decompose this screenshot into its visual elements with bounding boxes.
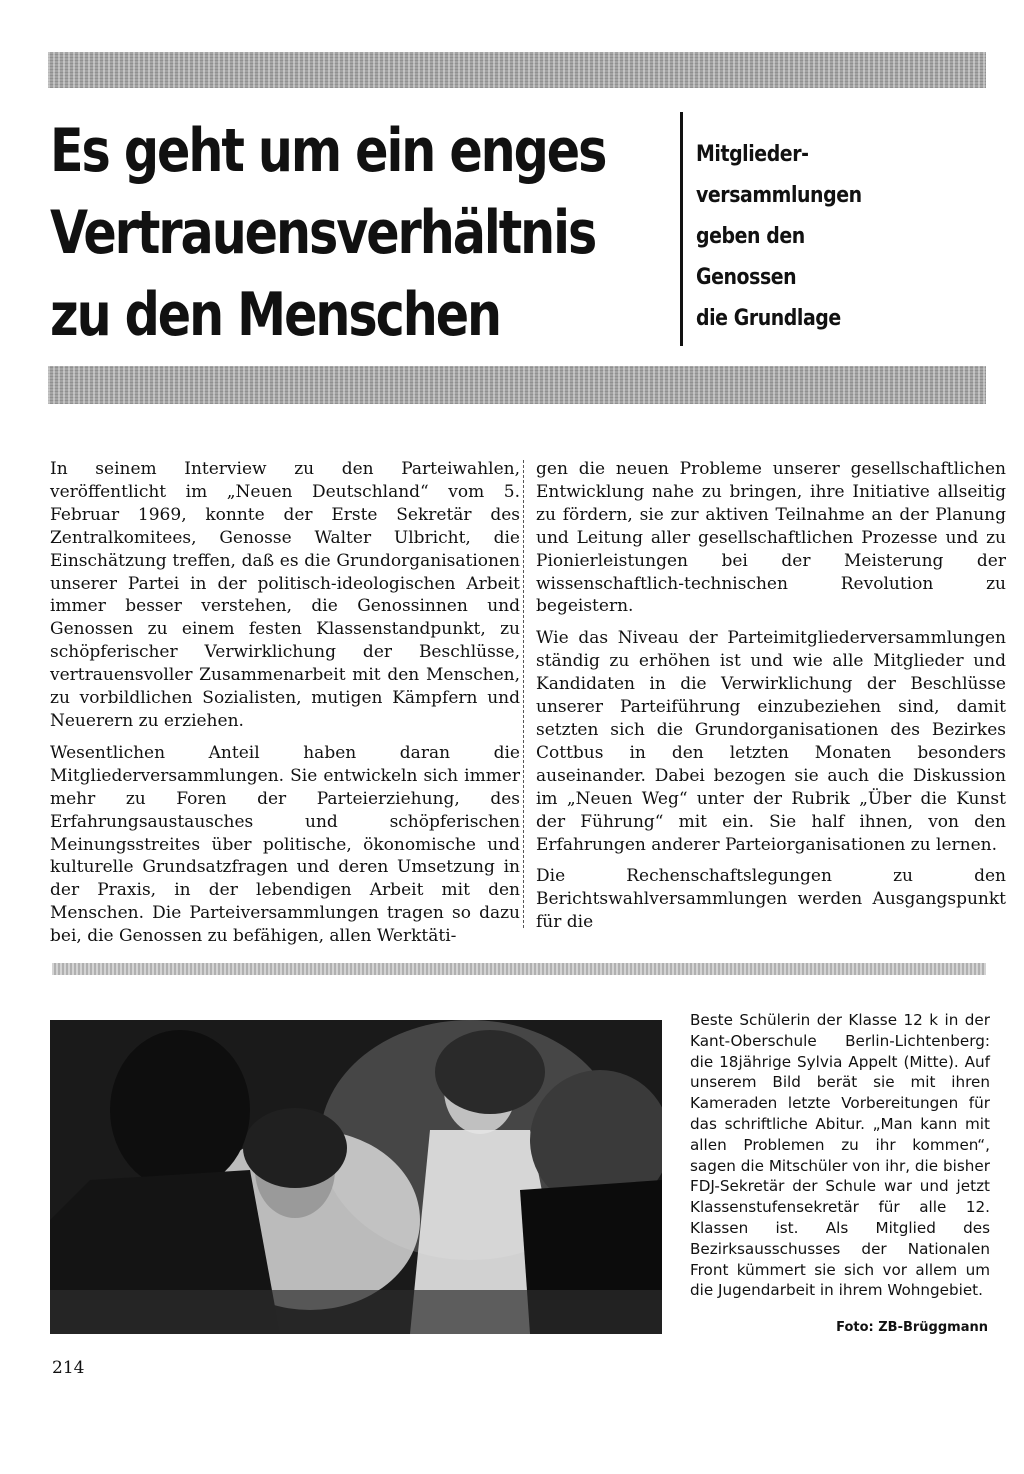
column-divider (523, 460, 524, 928)
page-number: 214 (52, 1358, 85, 1378)
article-paragraph: Wesentlichen Anteil haben daran die Mitgliederversammlungen. Sie entwickeln sich immer mehr zu Foren der Parteierziehung, des Erfahrungsaustausches und schöpferischen Meinungsstreites über politische, ökonomische und kulturelle Grundsatzfragen und deren Umsetzung in der Praxis, in der lebendigen Arbeit mit den Menschen. Die Parteiversammlungen tragen so dazu bei, die Genossen zu befähigen, allen Werktäti- (50, 742, 520, 947)
headline-line-1: Es geht um ein enges (50, 116, 606, 186)
subheadline-line-5: die Grundlage (696, 306, 841, 331)
headline-divider (680, 112, 683, 346)
article-paragraph: In seinem Interview zu den Parteiwahlen, veröffentlicht im „Neuen Deutschland“ vom 5. Februar 1969, konnte der Erste Sekretär des Zentralkomitees, Genosse Walter Ulbricht, die Einschätzung treffen, daß es die Grundorganisationen unserer Partei in der politisch-ideologischen Arbeit immer besser verstehen, die Genossinnen und Genossen zu einem festen Klassenstandpunkt, zu schöpferischer Verwirklichung der Beschlüsse, vertrauensvoller Zusammenarbeit mit den Menschen, zu vorbildlichen Sozialisten, mutigen Kämpfern und Neuerern zu erziehen. (50, 459, 520, 731)
subheadline (696, 134, 954, 339)
article-paragraph: Wie das Niveau der Parteimitgliederversammlungen ständig zu erhöhen ist und wie alle Mitglieder und Kandidaten in die Verwirklichung der Beschlüsse unserer Parteiführung einzubeziehen sind, damit setzten sich die Grundorganisationen des Bezirkes Cottbus in den letzten Monaten besonders auseinander. Dabei bezogen sie auch die Diskussion im „Neuen Weg“ unter der Rubrik „Über die Kunst der Führung“ mit ein. Sie half ihnen, von den Erfahrungen anderer Parteiorganisationen zu lernen. (536, 628, 1006, 855)
headline-line-3: zu den Menschen (50, 280, 501, 350)
decorative-band-lower (52, 963, 986, 975)
photo-illustration (50, 1020, 662, 1334)
subheadline-line-3: geben den (696, 224, 805, 249)
article-paragraph: Die Rechenschaftslegungen zu den Berichtswahlversammlungen werden Ausgangspunkt für die (536, 866, 1006, 933)
article-column-left (50, 458, 520, 957)
article-paragraph: gen die neuen Probleme unserer gesellschaftlichen Entwicklung nahe zu bringen, ihre Initiative allseitig zu fördern, sie zur aktiven Teilnahme an der Planung und Leitung aller gesellschaftlichen Prozesse und zu Pionierleistungen bei der Meisterung der wissenschaftlich-technischen Revolution zu begeistern. (536, 459, 1006, 617)
subheadline-line-1: Mitglieder- (696, 142, 809, 167)
photo-credit: Foto: ZB-Brüggmann (836, 1320, 988, 1335)
subheadline-line-4: Genossen (696, 265, 797, 290)
photo (50, 1020, 662, 1334)
headline-line-2: Vertrauensverhältnis (50, 198, 596, 268)
photo-caption-text: Beste Schülerin der Klasse 12 k in der Kant-Oberschule Berlin-Lichtenberg: die 18jährige Sylvia Appelt (Mitte). Auf unserem Bild berät sie mit ihren Kameraden letzte Vorbereitungen für das schriftliche Abitur. „Man kann mit allen Problemen zu ihr kommen“, sagen die Mitschüler von ihr, die bisher FDJ-Sekretär der Schule war und jetzt Klassenstufensekretär für alle 12. Klassen ist. Als Mitglied des Bezirksausschusses der Nationalen Front kümmert sie sich vor allem um die Jugendarbeit in ihrem Wohngebiet. (690, 1011, 990, 1300)
article-column-right (536, 458, 1006, 943)
decorative-band-middle (48, 366, 986, 404)
photo-caption (690, 1010, 990, 1301)
subheadline-line-2: versammlungen (696, 183, 862, 208)
headline (50, 110, 606, 356)
decorative-band-top (48, 52, 986, 88)
